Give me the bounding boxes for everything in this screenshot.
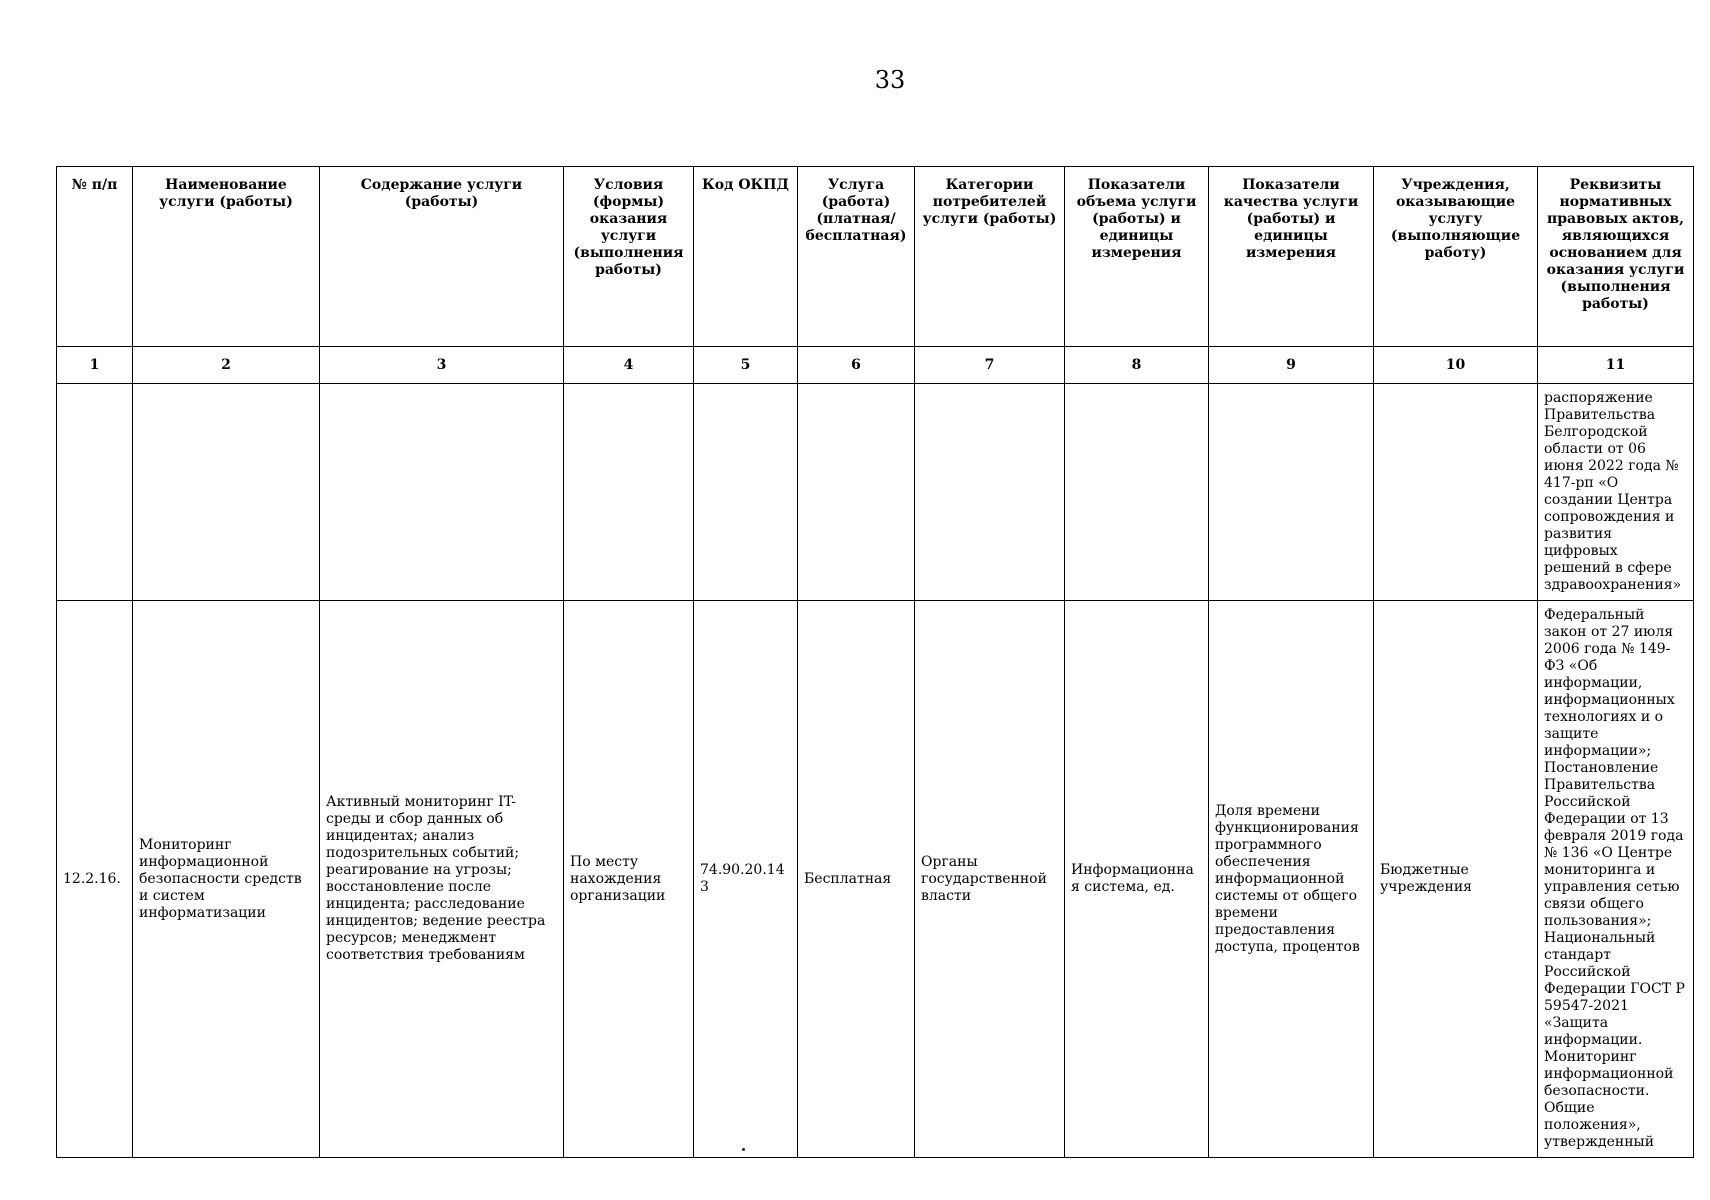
cell-paid: Бесплатная (798, 601, 915, 1158)
header-cell-quality: Показатели качества услуги (работы) и единицы измерения (1209, 167, 1374, 347)
header-cell-consumers: Категории потребителей услуги (работы) (915, 167, 1065, 347)
header-cell-institutions: Учреждения, оказывающие услугу (выполняющие работу) (1374, 167, 1538, 347)
table-row-continuation (57, 384, 1694, 601)
header-cell-content: Содержание услуги (работы) (320, 167, 564, 347)
cell-consumers (915, 384, 1065, 601)
cell-num (57, 384, 133, 601)
header-cell-name: Наименование услуги (работы) (133, 167, 320, 347)
column-number: 4 (564, 347, 694, 384)
cell-institutions: Бюджетные учреждения (1374, 601, 1538, 1158)
page-number: 33 (874, 66, 906, 94)
header-row (57, 167, 1694, 347)
cell-conditions: По месту нахождения организации (564, 601, 694, 1158)
column-number-row (57, 347, 1694, 384)
column-number: 10 (1374, 347, 1538, 384)
column-number: 1 (57, 347, 133, 384)
cell-quality: Доля времени функционирования программного обеспечения информационной системы от общего времени предоставления доступа, процентов (1209, 601, 1374, 1158)
table-row-service (57, 601, 1694, 1158)
column-number: 7 (915, 347, 1065, 384)
legal-text: распоряжение Правительства Белгородской области от 06 июня 2022 года № 417-рп «О создании Центра сопровождения и развития цифровых решений в сфере здравоохранения» (1544, 390, 1682, 593)
column-number: 2 (133, 347, 320, 384)
cell-volume: Информационная система, ед. (1065, 601, 1209, 1158)
cell-okpd: 74.90.20.143 (694, 601, 798, 1158)
header-cell-legal: Реквизиты нормативных правовых актов, являющихся основанием для оказания услуги (выполнения работы) (1538, 167, 1694, 347)
cell-name (133, 384, 320, 601)
header-cell-okpd: Код ОКПД (694, 167, 798, 347)
scan-dot (742, 1148, 745, 1151)
header-cell-volume: Показатели объема услуги (работы) и единицы измерения (1065, 167, 1209, 347)
column-number: 11 (1538, 347, 1694, 384)
header-cell-num: № п/п (57, 167, 133, 347)
cell-okpd (694, 384, 798, 601)
cell-num: 12.2.16. (57, 601, 133, 1158)
cell-content: Активный мониторинг IT-среды и сбор данных об инцидентах; анализ подозрительных событий; реагирование на угрозы; восстановление после инцидента; расследование инцидентов; ведение реестра ресурсов; менеджмент соответствия требованиям (320, 601, 564, 1158)
header-cell-conditions: Условия (формы) оказания услуги (выполнения работы) (564, 167, 694, 347)
cell-legal (1538, 601, 1694, 1158)
cell-conditions (564, 384, 694, 601)
header-cell-paid: Услуга (работа) (платная/ бесплатная) (798, 167, 915, 347)
cell-institutions (1374, 384, 1538, 601)
column-number: 9 (1209, 347, 1374, 384)
legal-text: Федеральный закон от 27 июля 2006 года № 149-ФЗ «Об информации, информационных технологиях и о защите информации»; Постановление Правительства Российской Федерации от 13 февраля 2019 года № 136 «О Центре мониторинга и управления сетью связи общего пользования»; Национальный стандарт Российской Федерации ГОСТ Р 59547-2021 «Защита информации. Мониторинг информационной безопасности. Общие положения», утвержденный (1544, 607, 1685, 1150)
column-number: 5 (694, 347, 798, 384)
column-number: 6 (798, 347, 915, 384)
cell-quality (1209, 384, 1374, 601)
cell-consumers: Органы государственной власти (915, 601, 1065, 1158)
cell-legal (1538, 384, 1694, 601)
services-table (56, 166, 1694, 1158)
cell-content (320, 384, 564, 601)
column-number: 3 (320, 347, 564, 384)
column-number: 8 (1065, 347, 1209, 384)
cell-volume (1065, 384, 1209, 601)
cell-name: Мониторинг информационной безопасности средств и систем информатизации (133, 601, 320, 1158)
cell-paid (798, 384, 915, 601)
